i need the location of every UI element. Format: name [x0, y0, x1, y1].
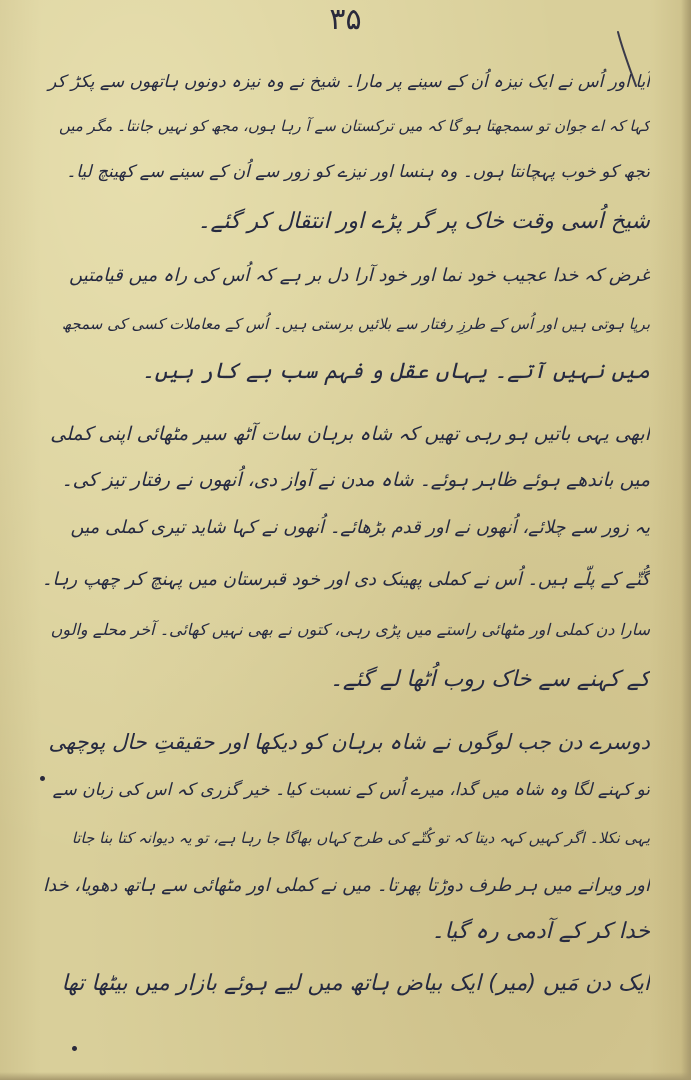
text-line: خدا کر کے آدمی رہ گیا۔	[431, 919, 650, 944]
text-line: یہی نکلا۔ اگر کہیں کہہ دیتا کہ تو کُتّے کی طرح کہاں بھاگا جا رہا ہے، تو یہ دیوانہ کتا بنا جاتا	[71, 829, 650, 847]
text-line: برپا ہوتی ہیں اور اُس کے طرزِ رفتار سے بلائیں برستی ہیں۔ اُس کے معاملات کسی کی سمجھ	[61, 315, 650, 333]
text-line: ابھی یہی باتیں ہو رہی تھیں کہ شاہ برہان سات آٹھ سیر مٹھائی اپنی کملی	[50, 423, 650, 445]
text-line: میں نہیں آتے۔ یہاں عقل و فہم سب بے کار ہیں۔	[141, 359, 650, 384]
text-line: کہا کہ اے جوان تو سمجھتا ہو گا کہ میں ترکستان سے آ رہا ہوں، مجھ کو نہیں جانتا۔ مگر میں	[58, 117, 650, 135]
text-line: کے کہنے سے خاک روب اُٹھا لے گئے۔	[329, 667, 650, 692]
page-bottom-shadow	[0, 1072, 691, 1080]
urdu-body-text	[40, 62, 650, 1062]
text-line: گُتّے کے پلّے ہیں۔ اُس نے کملی پھینک دی اور خود قبرستان میں پہنچ کر چھپ رہا۔	[41, 569, 650, 590]
page-edge-shadow	[681, 0, 691, 1080]
text-line: تجھ کو خوب پہچانتا ہوں۔ وہ ہنسا اور نیزے کو زور سے اُن کے سینے سے کھینچ لیا۔	[66, 162, 650, 182]
text-line: تو کہنے لگا وہ شاہ میں گدا، میرے اُس کے نسبت کیا۔ خیر گزری کہ اس کی زبان سے	[52, 780, 650, 800]
ink-dot	[40, 776, 45, 781]
text-line: غرض کہ خدا عجیب خود نما اور خود آرا دل بر ہے کہ اُس کی راہ میں قیامتیں	[69, 265, 650, 286]
ink-dot	[72, 1046, 77, 1051]
text-line: اور ویرانے میں ہر طرف دوڑتا پھرتا۔ میں نے کملی اور مٹھائی سے ہاتھ دھویا، خدا	[43, 875, 650, 896]
text-line: یہ زور سے چلائے، اُنھوں نے اور قدم بڑھائے۔ اُنھوں نے کہا شاید تیری کملی میں	[70, 517, 650, 538]
text-line: سارا دن کملی اور مٹھائی راستے میں پڑی رہی، کتوں نے بھی نہیں کھائی۔ آخر محلے والوں	[50, 620, 650, 639]
page-number: ۳۵	[329, 2, 362, 37]
text-line: میں باندھے ہوئے ظاہر ہوئے۔ شاہ مدن نے آواز دی، اُنھوں نے رفتار تیز کی۔	[61, 469, 650, 491]
text-line: دوسرے دن جب لوگوں نے شاہ برہان کو دیکھا اور حقیقتِ حال پوچھی	[48, 730, 650, 754]
text-line: ایک دن مَیں (میر) ایک بیاض ہاتھ میں لیے ہوئے بازار میں بیٹھا تھا	[61, 971, 650, 996]
text-line: شیخ اُسی وقت خاک پر گر پڑے اور انتقال کر گئے۔	[197, 209, 650, 234]
text-line: آیا اور اُس نے ایک نیزہ اُن کے سینے پر مارا۔ شیخ نے وہ نیزہ دونوں ہاتھوں سے پکڑ کر	[48, 72, 650, 92]
